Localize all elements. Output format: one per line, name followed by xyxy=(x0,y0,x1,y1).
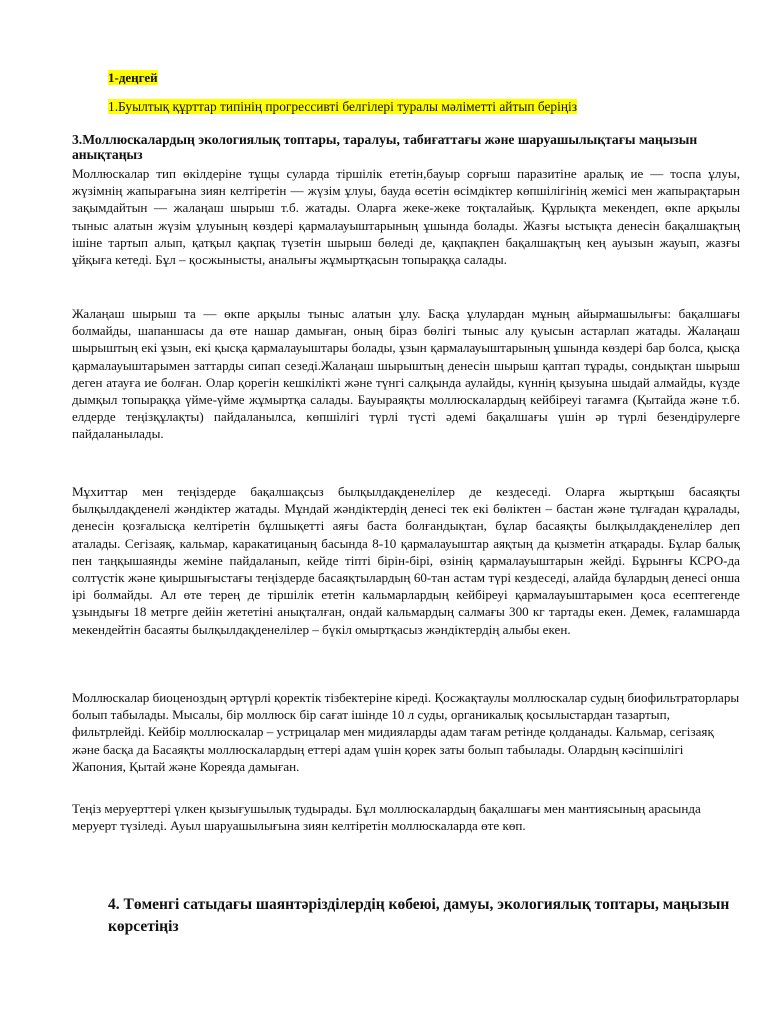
paragraph-5: Теңіз меруерттері үлкен қызығушылық тудырады. Бұл моллюскалардың бақалшағы мен мантиясының арасында меруерт түзіледі. Ауыл шаруашылығына зиян келтіретін моллюскаларда өте көп. xyxy=(72,801,701,834)
paragraph-2: Жалаңаш шырыш та — өкпе арқылы тыныс алатын ұлу. Басқа ұлулардан мұның айырмашылығы: бақалшағы болмайды, шапаншасы да өте нашар дамыған, оның біраз бөлігі тыныс алу қуысын астарлап жатады. Жалаңаш шырыштың екі ұзын, екі қысқа қармалауыштары болады, ұзын қармалауыштарының ұшында көздері бар болса, қысқа қармалауыштарымен заттарды сипап сезеді.Жалаңаш шырыштың денесін шырыш қаптап тұрады, сондықтан шырыш деген атауға ие болған. Олар қорегін кешкілікті және түнгі салқында аулайды, күннің қызуына шыдай алмайды, күзде дымқыл топыраққа үйме-үйме жұмыртқа салады. Бауыраяқты моллюскалардың кейбіреуі тағамға (Қытайда және т.б. елдерде теңізқұлақты) пайдаланылса, көпшілігі түрлі түсті әдемі бақалшағы үшін әр түрлі безендірулерге пайдаланылады. xyxy=(72,306,740,442)
level-label xyxy=(108,70,158,86)
question-3-heading: 3.Моллюскалардың экологиялық топтары, таралуы, табиғаттағы және шаруашылықтағы маңызын анықтаңыз xyxy=(72,132,698,162)
level-label-text: 1-деңгей xyxy=(108,70,158,85)
question-1-text: 1.Буылтық құрттар типінің прогрессивті белгілері туралы мәліметті айтып беріңіз xyxy=(108,99,578,114)
question-4-heading: 4. Төменгі сатыдағы шаянтәрізділердің көбеюі, дамуы, экологиялық топтары, маңызын көрсетіңіз xyxy=(108,896,730,935)
paragraph-1: Моллюскалар тип өкілдеріне тұщы суларда тіршілік ететін,бауыр сорғыш паразитіне аралық ие — тоспа ұлуы, жүзімнің жапырағына зиян келтіретін — жүзім ұлуы, бауда өсетін өсімдіктер көпшілігінің жемісі мен жапырақтарын зақымдайтын — жалаңаш шырыш т.б. жатады. Оларға жеке-жеке тоқталайық. Құрлықта мекендеп, өкпе арқылы тыныс алатын жүзім ұлуының көздері қармалауыштарының ұшында болады. Жазғы ыстықта денесін бақалшақтың ішіне тартып алып, қатқыл қақпақ түзетін шырыш бөледі де, қақпақпен бақалшақтың кең ауызын жауып, жазғы ұйқыға кетеді. Бұл – қосжынысты, аналығы жұмыртқасын топыраққа салады. xyxy=(72,166,740,268)
question-1 xyxy=(108,99,748,115)
paragraph-4: Моллюскалар биоценоздың әртүрлі қоректік тізбектеріне кіреді. Қосжақтаулы моллюскалар судың биофильтраторлары болып табылады. Мысалы, бір моллюск бір сағат ішінде 10 л суды, органикалық қосылыстардан тазартып, фильтрлейді. Кейбір моллюскалар – устрицалар мен мидияларды адам тағам ретінде қолданады. Кальмар, сегізаяқ және басқа да Басаяқты моллюскалардың еттері адам үшін қорек заты болып табылады. Олардың кәсіпшілігі Жапония, Қытай және Кореяда дамыған. xyxy=(72,690,740,774)
paragraph-3: Мұхиттар мен теңіздерде бақалшақсыз былқылдақденелілер де кездеседі. Оларға жыртқыш басаяқты былқылдақденелі жәндіктер жатады. Мұндай жәндіктердің денесі тек екі бөліктен – бастан және тұлғадан құралады, денесін қозғалысқа келтіретін бұлшықетті аяғы баста болғандықтан, бұлар басаяқты былқылдақденелілер деп аталады. Сегізаяқ, кальмар, каракатицаның басында 8-10 қармалауыштар аяқтың да қызметін атқарады. Бұлар балық пен таңқышаянды жеміне пайдаланып, кейде тіпті бірін-бірі, өзінің қармалауыштарын жейді. Бұрынғы КСРО-да солтүстік және қиыршығыстағы теңіздерде басаяқтылардың 60-тан астам түрі кездеседі, алайда бұлардың денесі онша ірі болмайды. Ал өте терең де тіршілік ететін кальмарлардың кейбіреуі қармалауыштарымен қоса есептегенде ұзындығы 18 метрге дейін жететіні анықталған, ондай кальмардың салмағы 300 кг тартады екен. Демек, ғаламшарда мекендейтін басаяты былқылдақденелілер – бүкіл омыртқасыз жәндіктердің алыбы екен. xyxy=(72,484,740,637)
